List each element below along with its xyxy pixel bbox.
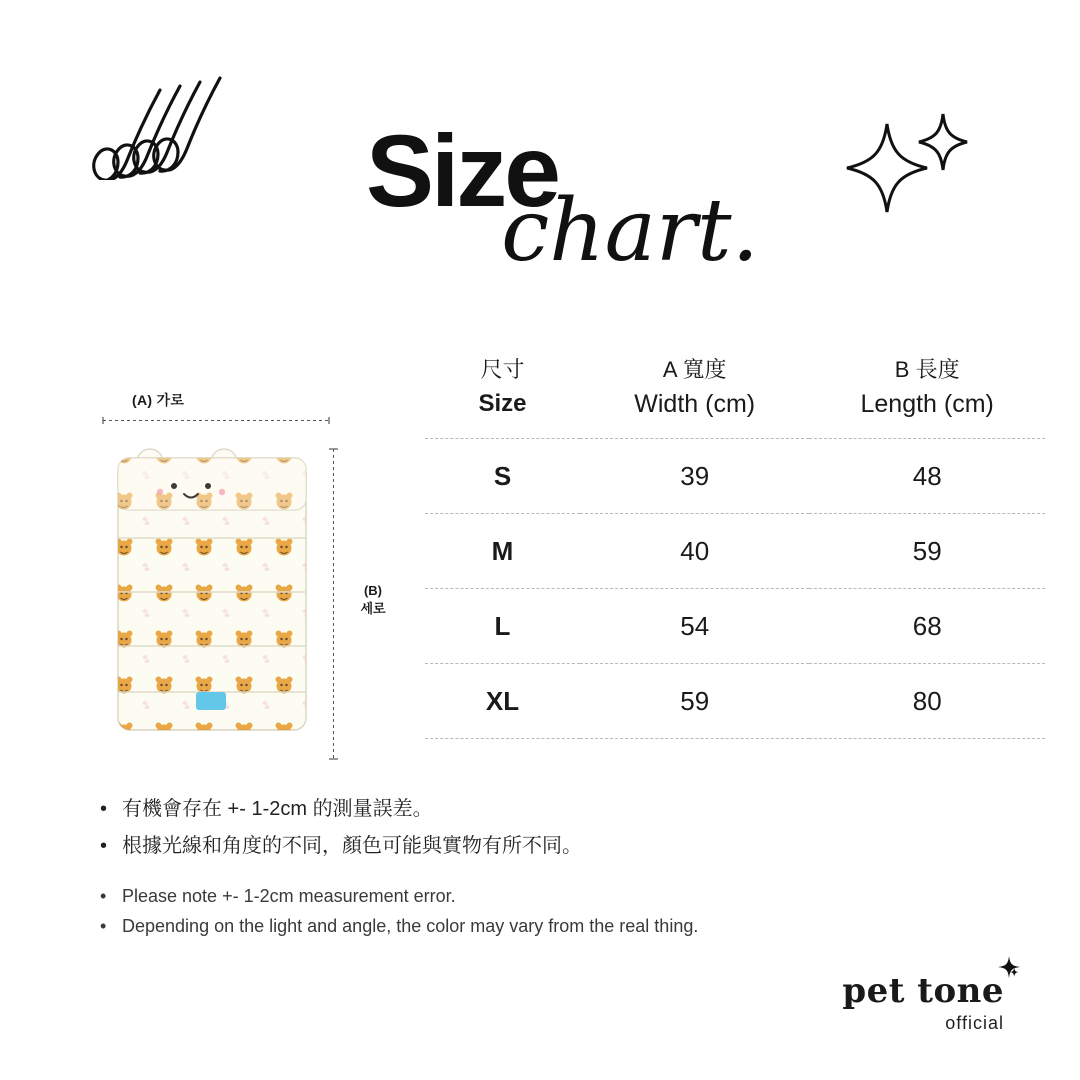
sparkle-icon bbox=[845, 110, 975, 220]
note-item: • Please note +- 1-2cm measurement error. bbox=[96, 883, 996, 909]
row-size: XL bbox=[425, 663, 580, 738]
title-line-chart: chart. bbox=[501, 181, 759, 281]
row-length: 68 bbox=[809, 588, 1045, 663]
spiral-doodle-icon bbox=[88, 70, 238, 180]
brand-name: pet tone bbox=[842, 971, 1004, 1011]
header-size-en: Size bbox=[478, 390, 527, 417]
row-length: 59 bbox=[809, 513, 1045, 588]
note-item: • 根據光線和角度的不同，顏色可能與實物有所不同。 bbox=[96, 832, 996, 861]
header-length bbox=[809, 352, 1045, 438]
row-size: S bbox=[425, 438, 580, 513]
brand-sparkle-icon bbox=[996, 955, 1026, 985]
diagram-label-width: (A) 가로 bbox=[132, 392, 185, 408]
note-item: • 有機會存在 +- 1-2cm 的測量誤差。 bbox=[96, 795, 996, 824]
pet-mat-illustration bbox=[112, 442, 312, 742]
header-width bbox=[580, 352, 809, 438]
header-length-en: Length (cm) bbox=[860, 390, 994, 418]
dimension-line-length bbox=[326, 448, 340, 760]
table-row bbox=[425, 588, 1045, 663]
row-size: L bbox=[425, 588, 580, 663]
header-size-cn: 尺寸 bbox=[480, 357, 525, 382]
size-chart-table bbox=[425, 352, 1045, 739]
diagram-label-length-line1: (B) bbox=[363, 583, 383, 598]
dimension-line-width bbox=[102, 416, 330, 425]
notes-english-group bbox=[96, 883, 996, 939]
header-width-cn: A 寬度 bbox=[662, 357, 727, 382]
header-length-cn: B 長度 bbox=[894, 357, 960, 382]
row-length: 80 bbox=[809, 663, 1045, 738]
title-line-size: Size bbox=[365, 114, 559, 228]
note-item: • Depending on the light and angle, the color may vary from the real thing. bbox=[96, 913, 996, 939]
table-row bbox=[425, 438, 1045, 513]
table-row bbox=[425, 513, 1045, 588]
brand-subtitle: official bbox=[945, 1013, 1004, 1033]
header-width-en: Width (cm) bbox=[634, 390, 756, 418]
row-width: 59 bbox=[580, 663, 809, 738]
brand-logo bbox=[842, 971, 1004, 1034]
row-width: 40 bbox=[580, 513, 809, 588]
table-row bbox=[425, 663, 1045, 738]
diagram-label-length bbox=[348, 582, 398, 617]
diagram-label-length-line2: 세로 bbox=[360, 600, 386, 616]
row-width: 39 bbox=[580, 438, 809, 513]
row-length: 48 bbox=[809, 438, 1045, 513]
row-width: 54 bbox=[580, 588, 809, 663]
row-size: M bbox=[425, 513, 580, 588]
product-diagram bbox=[70, 390, 400, 790]
table-header-row bbox=[425, 352, 1045, 438]
notes-section bbox=[96, 795, 996, 943]
header-size bbox=[425, 352, 580, 438]
